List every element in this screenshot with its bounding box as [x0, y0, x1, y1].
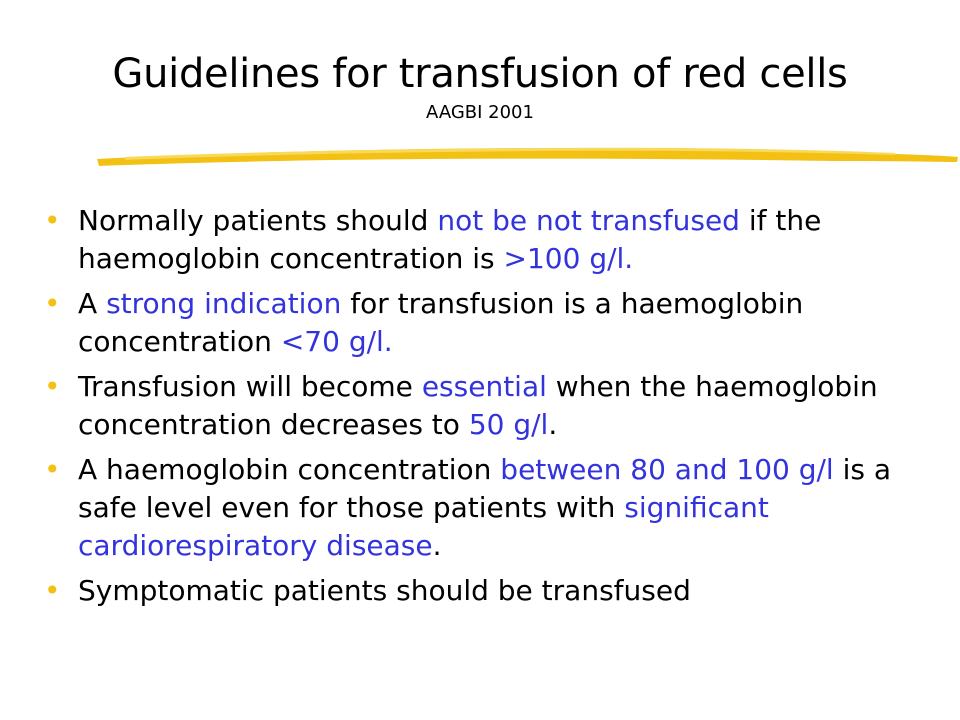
bullet-text: Normally patients should — [78, 204, 438, 237]
slide-title: Guidelines for transfusion of red cells — [112, 51, 848, 97]
slide-subtitle: AAGBI 2001 — [426, 102, 534, 123]
bullet-dot-icon: • — [44, 287, 61, 320]
bullet-text: Transfusion will become — [78, 370, 422, 403]
highlighted-text: between 80 and 100 g/l — [500, 453, 834, 486]
highlighted-text: <70 g/l. — [280, 325, 393, 358]
bullet-dot-icon: • — [44, 574, 61, 607]
bullet-item — [44, 572, 924, 610]
bullet-dot-icon: • — [44, 204, 61, 237]
bullet-item — [44, 368, 924, 444]
highlighted-text: essential — [421, 370, 547, 403]
bullet-text: . — [432, 529, 442, 562]
bullet-item — [44, 285, 924, 361]
highlighted-text: not be not transfused — [437, 204, 740, 237]
bullet-dot-icon: • — [44, 370, 61, 403]
highlighted-text: strong indication — [106, 287, 342, 320]
bullet-item — [44, 202, 924, 278]
bullet-text: . — [548, 408, 558, 441]
bullet-text: when the haemoglobin concentration decreases to — [78, 370, 878, 441]
bullet-text: Symptomatic patients should be transfused — [78, 574, 691, 607]
bullet-text: A haemoglobin concentration — [78, 453, 501, 486]
highlighted-text: 50 g/l — [468, 408, 549, 441]
highlighted-text: significant cardiorespiratory disease — [78, 491, 769, 562]
highlighted-text: >100 g/l. — [503, 242, 634, 275]
bullet-list — [44, 202, 924, 617]
bullet-text: for transfusion is a haemoglobin concentration — [78, 287, 804, 358]
bullet-text: if the haemoglobin concentration is — [78, 204, 822, 275]
bullet-dot-icon: • — [44, 453, 61, 486]
bullet-text: is a safe level even for those patients with — [78, 453, 892, 524]
bullet-item — [44, 451, 924, 565]
bullet-text: A — [78, 287, 107, 320]
title-block — [0, 48, 960, 124]
brush-stroke-divider — [95, 135, 960, 175]
